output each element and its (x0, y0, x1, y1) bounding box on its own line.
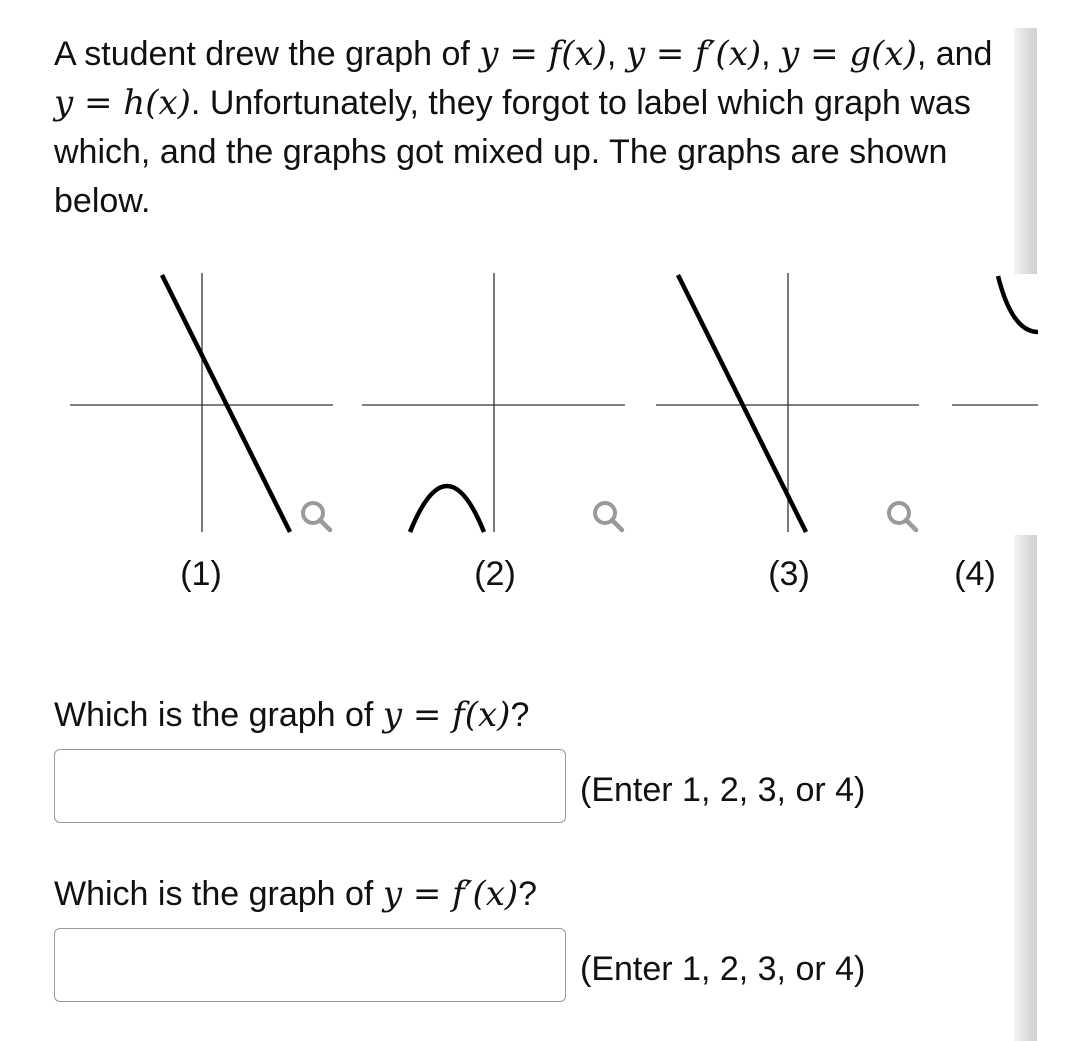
graph-curve (998, 276, 1038, 332)
and-word: , and (916, 35, 993, 73)
question-suffix: ? (518, 875, 538, 913)
scrollbar-bottom[interactable] (1014, 535, 1037, 1041)
equation-h: y = h(x) (54, 83, 191, 123)
answer-hint: (Enter 1, 2, 3, or 4) (580, 771, 866, 809)
answer-input-2[interactable] (54, 928, 566, 1002)
question-2 (54, 874, 537, 914)
graph-curve (410, 486, 484, 532)
problem-intro: A student drew the graph of (54, 35, 470, 73)
graphs-row (0, 270, 1080, 610)
magnifier-icon[interactable] (889, 503, 916, 530)
comma: , (606, 35, 617, 73)
question-equation: y = f(x) (382, 695, 511, 735)
graph-label: (4) (954, 555, 996, 593)
answer-hint: (Enter 1, 2, 3, or 4) (580, 950, 866, 988)
graph-2[interactable] (362, 270, 632, 540)
question-prefix: Which is the graph of (54, 696, 374, 734)
graph-label: (2) (474, 555, 516, 593)
graph-3[interactable] (656, 270, 926, 540)
graph-4[interactable] (950, 270, 1038, 540)
question-equation: y = f′(x) (382, 874, 519, 914)
equation-f: y = f(x) (479, 34, 607, 74)
question-1 (54, 695, 529, 735)
magnifier-icon[interactable] (595, 503, 622, 530)
equation-fprime: y = f′(x) (625, 34, 762, 74)
graph-curve (678, 275, 806, 532)
graph-curve (162, 275, 290, 532)
question-prefix: Which is the graph of (54, 875, 374, 913)
problem-rest: . Unfortunately, they forgot to label which graph was which, and the graphs got mixed up. The graphs are shown below. (54, 84, 971, 220)
equation-g: y = g(x) (780, 34, 917, 74)
problem-statement (54, 30, 994, 226)
graph-1[interactable] (70, 270, 340, 540)
magnifier-icon[interactable] (303, 503, 330, 530)
graph-label: (3) (768, 555, 810, 593)
scrollbar-top[interactable] (1014, 28, 1037, 274)
graph-label: (1) (180, 555, 222, 593)
comma: , (761, 35, 771, 73)
answer-input-1[interactable] (54, 749, 566, 823)
question-suffix: ? (510, 696, 530, 734)
